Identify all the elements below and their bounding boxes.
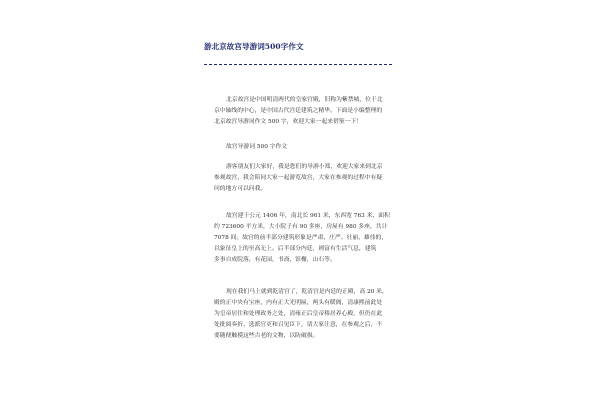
paragraph-line: 7078 间。故宫的前半部分建筑形象是严肃、庄严、壮丽、雄伟的，: [214, 235, 388, 242]
paragraph-line: 现在我们马上就到乾清宫了，乾清宫是内廷的正殿，高 20 米，: [226, 289, 388, 295]
paragraph-line: 要随便触摸这些古老的文物，以防破损。: [214, 333, 319, 340]
paragraph-qianqing: [214, 287, 388, 342]
paragraph-line: 多事自成院落，有花园，书斋，馆榭，山石等。: [214, 257, 336, 264]
paragraph-line: 以象征皇上的至高无上。后半部分内廷，则富有生活气息，建筑: [214, 246, 377, 253]
paragraph-line: 参观故宫，我会陪同大家一起游览故宫，大家在参观的过程中有疑: [214, 175, 383, 182]
document-title: 游北京故宫导游词500字作文: [204, 42, 304, 51]
paragraph-line: 问的地方可以问我。: [214, 186, 267, 193]
paragraph-line: 处批阅奏折、选派官吏和召见臣下，请大家注意，在参观之后，不: [214, 322, 383, 329]
section-heading: [226, 142, 287, 153]
paragraph-line: 故宫建于公元 1406 年，南北长 961 米，东西宽 763 米，面积: [226, 213, 390, 219]
section-heading-text: 故宫导游词 500 字作文: [226, 144, 288, 150]
paragraph-line: 为皇帝居住和处理政务之处，清雍正后皇帝移居养心殿，但仍在此: [214, 311, 383, 318]
paragraph-line: 北京故宫是中国明清两代的皇家宫殿，旧称为紫禁城，位于北: [226, 97, 383, 103]
paragraph-line: 殿的正中央有宝座，内有正大光明匾，两头有暖阁，清康熙前此处: [214, 300, 383, 307]
paragraph-history: [214, 211, 390, 266]
paragraph-line: 北京故宫导游词作文 500 字，欢迎大家一起来借鉴一下！: [214, 119, 363, 126]
paragraph-line: 游客朋友们大家好，我是您们的导游小郑，欢迎大家来到北京: [226, 164, 383, 170]
paragraph-intro: [214, 95, 383, 128]
paragraph-line: 京中轴线的中心，是中国古代宫廷建筑之精华。下面是小编整理的: [214, 108, 383, 115]
paragraph-greeting: [214, 162, 383, 195]
paragraph-line: 约 723600 平方米，大小院子有 90 多座，房屋有 980 多座，共计: [214, 224, 388, 231]
title-divider: [204, 64, 392, 65]
